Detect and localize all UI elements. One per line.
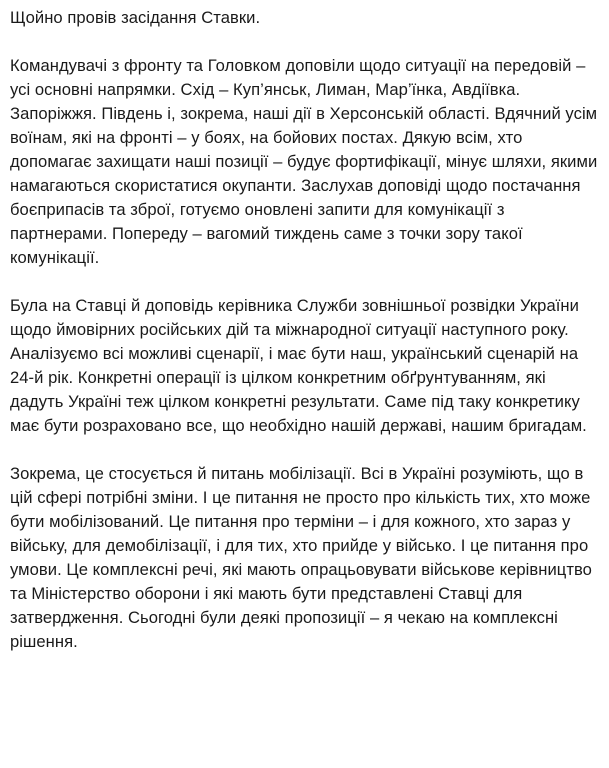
post-paragraph-intelligence: Була на Ставці й доповідь керівника Служби зовнішньої розвідки України щодо ймовірних російських дій та міжнародної ситуації наступного року. Аналізуємо всі можливі сценарії, і має бути наш, український сценарій на 24-й рік. Конкретні операції із цілком конкретним обґрунтуванням, які дадуть Україні теж цілком конкретні результати. Саме під таку конкретику має бути розраховано все, що необхідно нашій державі, нашим бригадам. [10,296,587,435]
post-paragraph-front: Командувачі з фронту та Головком доповіли щодо ситуації на передовій – усі основні напрямки. Схід – Куп’янськ, Лиман, Мар’їнка, Авдіївка. Запоріжжя. Південь і, зокрема, наші дії в Херсонській області. Вдячний усім воїнам, які на фронті – у боях, на бойових постах. Дякую всім, хто допомагає захищати наші позиції – будує фортифікації, мінує шляхи, якими намагаються скористатися окупанти. Заслухав доповіді щодо постачання боєприпасів та зброї, готуємо оновлені запити для комунікації з партнерами. Попереду – вагомий тиждень саме з точки зору такої комунікації. [10,56,598,267]
post-paragraph-mobilization: Зокрема, це стосується й питань мобілізації. Всі в Україні розуміють, що в цій сфері потрібні зміни. І це питання не просто про кількість тих, хто може бути мобілізований. Це питання про терміни – і для кожного, хто зараз у війську, для демобілізації, і для тих, хто прийде у військо. І це питання про умови. Це комплексні речі, які мають опрацьовувати військове керівництво та Міністерство оборони і які мають бути представлені Ставці для затвердження. Сьогодні були деякі пропозиції – я чекаю на комплексні рішення. [10,464,592,651]
post-intro: Щойно провів засідання Ставки. [10,8,261,27]
